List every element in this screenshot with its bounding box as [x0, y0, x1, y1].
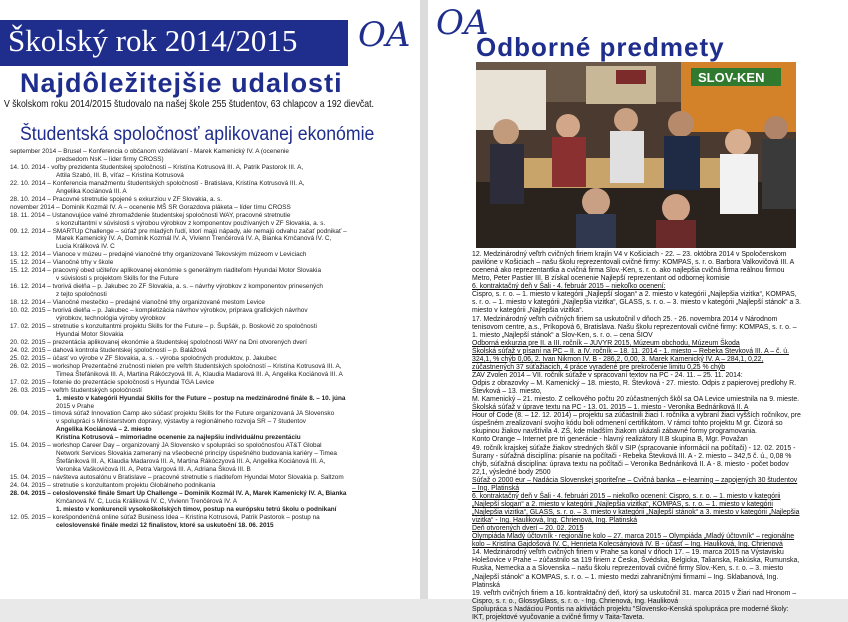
subject-paragraph: Olympiáda Mladý účtovník - regionálne kolo – 27. marca 2015 – Olympiáda „Mladý účtovník“ – regionálne kolo – Kristína Gajdošová IV. C, Henrieta Kolecsányiová IV. B - účasť – Ing. Hauliková, Ing. Chrienová: [472, 533, 795, 549]
event-line: 28. 10. 2014 – Pracovné stretnutie spojené s exkurziou v ZF Slovakia, a. s.: [10, 195, 223, 203]
event-line: Lucia Králiková IV. C: [56, 243, 115, 251]
event-line: 12. 05. 2015 – korešpondenčná online súťaž Business Idea – Kristína Kotrusová, Patrik Pastorok – postup na: [10, 513, 320, 521]
event-line: 15. 04. 2015 – workshop Career Day – organizovaný JA Slovensko v spolupráci so spoločnosťou AT&T Global: [10, 442, 322, 450]
section-heading: Študentská spoločnosť aplikovanej ekonómie: [20, 124, 375, 145]
subject-paragraph: 19. veľtrh cvičných firiem a 16. kontraktačný deň, ktorý sa uskutočnil 31. marca 2015 v Žiari nad Hronom – Cispro, s. r. o., GlossyGlass, s. r. o. - Ing. Chrienová, Ing. Hauliková: [472, 589, 797, 605]
event-line: 09. 04. 2015 – tímová súťaž Innovation Camp ako súčasť projektu Skills for the Future organizovaná JA Slovensko: [10, 410, 335, 418]
subject-paragraph: 17. Medzinárodný veľtrh cvičných firiem sa uskutočnil v dňoch 25. - 26. novembra 2014 v Národnom tenisovom centre, a.s., Príkopová 6, Bratislava. Našu školu reprezentovali cvičné firmy: KOMPAS, s. r. o. – 1. miesto „Najlepší stánok“ a Slov-Ken, s. r. o. – cena ŠIOV: [472, 315, 797, 339]
event-line: 25. 02. 2015 – účasť vo výrobe v ZF Slovakia, a. s. - výroba spoločných produktov, p. Jakubec: [10, 354, 277, 362]
subject-paragraph: 49. ročník krajskej súťaže žiakov stredných škôl v SIP (spracovanie informácií na počítači) - 12. 02. 2015 - Šurany - súťažná disciplína: písanie na počítači - Rebeka Števková III. A - 2. miesto – 342,5 č. ú., 0,08 % chýb, súťažná disciplína: úprava textu na počítači – Veronika Bednáriková II. A - 8. miesto - počet bodov 22,1, výsledné body 2500: [472, 444, 796, 476]
event-line: Angelika Kociánová – 2. miesto: [56, 426, 152, 434]
event-line: 28. 04. 2015 – celoslovenské finále Smart Up Challenge – Dominik Kozmál IV. A, Marek Kamenický IV. A, Bianka: [10, 489, 347, 497]
school-year-banner: [0, 20, 348, 66]
subject-paragraph: 6. kontraktačný deň v Šali - 4. február 2015 – niekoľko ocenení:: [472, 283, 666, 291]
right-page: [428, 0, 848, 621]
exhibition-photo: [476, 62, 796, 248]
subject-paragraph: 14. Medzinárodný veľtrh cvičných firiem v Prahe sa konal v dňoch 17. – 19. marca 2015 na Výstavisku Holešovice v Prahe – zúčastnilo sa 119 firiem z Česka, Švédska, Belgicka, Talianska, Rakúska, Rumunska, Ruska, Nemecka a a Slovenska – našu školu reprezentovali cvičné firmy Slov.-Ken, s. r. o. – 3. miesto „Najlepší stánok“ a KOMPAS, s. r. o. – 1. miesto medzi zahraničnými firmami – Ing. Sklabanová, Ing. Platinská: [472, 549, 800, 589]
subject-paragraph: Odpis z obrazovky – M. Kamenický – 18. miesto, R. Števková - 27. miesto. Odpis z papierovej predlohy R. Števková – 13. miesto,: [472, 380, 796, 396]
events-list: [10, 148, 410, 530]
event-line: 17. 02. 2015 – stretnutie s konzultantmi projektu Skills for the Future – p. Šupšák, p. Boskovič zo spoločnosti: [10, 322, 317, 330]
event-line: 14. 10. 2014 - voľby prezidenta študentskej spoločnosti – Kristína Kotrusová III. A, Patrik Pastorok III. A,: [10, 163, 304, 171]
event-line: 18. 12. 2014 – Vianočné mestečko – predajné vianočné trhy organizované mestom Levice: [10, 299, 265, 307]
event-line: Hyundai Motor Slovakia: [56, 330, 124, 338]
subject-paragraph: Konto Orange – Internet pre tri generácie - hlavný realizátory II.B skupina B, Mgr. Považan: [472, 436, 748, 444]
event-line: predsedom NsK – líder firmy CROSS): [56, 155, 164, 163]
subject-paragraph: 12. Medzinárodný veľtrh cvičných firiem krajín V4 v Košiciach - 22. – 23. októbra 2014 v Spoločenskom pavilóne v Košiciach – našu školu reprezentovali cvičné firmy: KOMPAS, s. r. o. Barbora Valkovičová III. A ocenená ako reprezentantka a cvičná firma Slov.-Ken, s. r. o. ako najlepšia cvičná firma reálnou firmou Metro, Peter Pastier III. B získal ocenenie Najlepší reprezentant od odbornej komisie: [472, 251, 794, 283]
subject-paragraph: Hour of Code (8. – 12. 12. 2014) – projektu sa zúčastnili žiaci I. ročníka a vybraní žiaci vyšších ročníkov, pre úspešném zrealizovaní svojho kódu boli odmenení certifikátom. V rámci tohto projektu M gr. Čizorá so skupinou žiakov navštívila 4. ZŠ, kde mladším žiakom ukázali zábavné formy programovania.: [472, 412, 801, 436]
event-line: 17. 02. 2015 – fotenie do prezentácie spoločnosti s Hyundai TGA Levice: [10, 378, 215, 386]
subject-paragraph: Školská súťaž v úprave textu na PC - 13. 01. 2015 – 1. miesto - Veronika Bednáriková II. A: [472, 404, 749, 412]
event-line: Angelika Kociánová III. A: [56, 187, 127, 195]
event-line: Marek Kamenický IV. A, Dominik Kozmál IV. A, Vivienn Trenčérová IV. A, Bianka Krnčanová IV. C,: [56, 235, 332, 243]
left-page: [0, 0, 420, 599]
event-line: Kristína Kotrusová – mimoriadne ocenenie za najlepšiu individuálnu prezentáciu: [56, 434, 301, 442]
page-gutter: [420, 0, 428, 599]
event-line: 22. 10. 2014 – Konferencia manažmentu študentských spoločností - Bratislava, Kristína Kotrusová III. A,: [10, 179, 305, 187]
event-line: 20. 02. 2015 – prezentácia aplikovanej ekonómie a študentskej spoločnosti WAY na Dni otvorených dverí: [10, 338, 307, 346]
intro-text: V školskom roku 2014/2015 študovalo na našej škole 255 študentov, 63 chlapcov a 192 dievčat.: [4, 98, 374, 110]
event-line: Štefániková III. A, Klaudia Madarová III. A, Martina Rákóczyová III. A, Angelika Kociánová III. A,: [56, 458, 326, 466]
event-line: Attila Szabó, III. B, víťaz – Kristína Kotrusová: [56, 171, 184, 179]
event-line: 18. 11. 2014 – Ustanovujúce valné zhromaždenie študentskej spoločnosti WAY, pracovné stretnutie: [10, 211, 291, 219]
event-line: v súvislosti s projektom Skills for the Future: [56, 275, 179, 283]
subject-paragraph: ZAV Zvolen 2014 – VII. ročník súťaže v spracovaní textov na PC - 24. 11. – 25. 11. 2014:: [472, 371, 743, 379]
event-line: 15. 04. 2015 – návšteva autosalónu v Bratislave – pracovné stretnutie s riaditeľom Hyundai Motor Slovakia p. Saltzom: [10, 474, 344, 482]
event-line: s konzultantmi v súvislosti s výrobou výrobkov z komponentov používaných v ZF Slovakia, a. s.: [56, 219, 326, 227]
event-line: november 2014 – Dominik Kozmál IV. A – ocenenie MŠ SR Gorazdova pláketa – líder tímu CROSS: [10, 203, 291, 211]
event-line: 13. 12. 2014 – Vianoce v múzeu – predajné vianočné trhy organizované Tekovským múzeom v Leviciach: [10, 251, 307, 259]
subject-paragraph: Spolupráca s Nadáciou Pontis na aktivitách projektu "Slovensko-Kenská spolupráca pre moderné školy: IKT, projektové vyučovanie a cvičné firmy v Taita-Taveta.: [472, 605, 789, 621]
event-line: Timea Štefániková III. A, Martina Rákóczyová III. A, Klaudia Madarová III. A, Angelika Kociánová III. A: [56, 370, 343, 378]
event-line: 15. 12. 2014 – pracovný obed učiteľov aplikovanej ekonómie s generálnym riaditeľom Hyundai Motor Slovakia: [10, 267, 322, 275]
event-line: v spolupráci s Ministerstvom dopravy, výstavby a regionálneho rozvoja SR – 7 študentov: [56, 418, 306, 426]
subject-paragraph: M. Kamenický – 21. miesto. Z celkového počtu 20 zúčastnených škôl sa OA Levice umiestnila na 9. mieste.: [472, 396, 800, 404]
subjects-text: [472, 251, 802, 621]
event-line: 24. 02. 2015 – dahová kontrola študentskej spoločnosti – p. Balážová: [10, 346, 207, 354]
school-logo-icon: OA: [436, 3, 489, 43]
subject-paragraph: Súťaž o 2000 eur – Nadácia Slovenskej sporiteľne – Cvičná banka – e-learning – zapojených 30 študentov – Ing. Platinská: [472, 476, 798, 492]
event-line: 2015 v Prahe: [56, 402, 95, 410]
event-line: 1. miesto v konkurencii vysokoškolských tímov, postup na európsku tetrú školu o podnikaní: [56, 505, 337, 513]
event-line: september 2014 – Brusel – Konferencia o občanom vzdelávaní - Marek Kamenický IV. A (ocenenie: [10, 148, 289, 155]
event-line: Veronika Vaškovičová III. A, Petra Vargová III. A, Adriana Šková III. B: [56, 466, 251, 474]
event-line: 10. 02. 2015 – tvorivá dielňa – p. Jakubec – kompletizácia návrhov výrobkov, príprava grafických návrhov: [10, 307, 308, 315]
event-line: 26. 02. 2015 – workshop Prezentačné zručnosti nielen pre veľtrh študentských spoločností – Kristína Kotrusová III. A,: [10, 362, 342, 370]
event-line: 24. 04. 2015 – stretnutie s konzultantom projektu Globálneho podnikania: [10, 482, 216, 490]
event-line: Network Services Slovakia zameraný na všeobecné princípy úspešného budovania kariéry – Timea: [56, 450, 337, 458]
event-line: celoslovenské finále medzi 12 finalistov, ktoré sa uskutoční 18. 06. 2015: [56, 521, 274, 529]
subject-paragraph: 6. kontraktačný deň v Šali - 4. februári 2015 – niekoľko ocenení: Cispro, s. r. o. – 1. miesto v kategórii „Najlepší slogan“ a 2. miesto v kategórii „Najlepšia vizitka“, KOMPAS, s. r. o. – 1. miesto v kategórii „Najlepšia vizitka“, GLASS, s. r. o. – 3. miesto v kategórii „Najlepší stánok“ a 3. miesto v kategórii „Najlepšia vizitka“ - Ing. Hauliková, Ing. Chrienová, Ing. Platinská: [472, 492, 800, 525]
school-logo-icon: OA: [358, 15, 411, 55]
school-year-title: Školský rok 2014/2015: [8, 23, 298, 58]
event-line: 26. 03. 2015 – veľtrh študentských spoločností: [10, 386, 142, 394]
event-line: 09. 12. 2014 – SMARTUp Challenge – súťaž pre mladých ľudí, ktorí majú nápady, ale nemajú odvahu začať podnikať –: [10, 227, 347, 235]
subject-paragraph: Školská súťaž v písaní na PC – II. a IV. ročník – 18. 11. 2014 - 1. miesto – Rebeka Števková III. A – č. ú. 324,1, % chýb 0,06, 2. Ivan Nikmon IV. B - 286,2, 0,00, 3. Marek Kamenický IV. A – 284,1, 0,22, zúčastnených 37 súťažiacich, 4 práce vyradené pre prekročenie limitu 0,25 % chýb: [472, 347, 790, 371]
subject-paragraph: Deň otvorených dverí – 20. 02. 2015: [472, 525, 584, 533]
svg-text:SLOV-KEN: SLOV-KEN: [698, 70, 765, 85]
event-line: 16. 12. 2014 – tvorivá dielňa – p. Jakubec zo ZF Slovakia, a. s. – návrhy výrobkov z komponentov prinesených: [10, 283, 323, 291]
subject-paragraph: Odborná exkurzia pre II. a III. ročník – JUVYR 2015, Múzeum obchodu, Múzeum Škoda: [472, 339, 740, 347]
events-subtitle: Najdôležitejšie udalosti: [20, 68, 343, 98]
event-line: 15. 12. 2014 – Vianočné trhy v škole: [10, 259, 114, 267]
right-page-title: Odborné predmety: [476, 32, 725, 62]
event-line: výrobkov, technológia výroby výrobkov: [56, 315, 166, 323]
exhibition-photo-graphic: [476, 62, 796, 248]
subject-paragraph: Cispro, s. r. o. – 1. miesto v kategórii „Najlepší slogan“ a 2. miesto v kategórii „Najlepšia vizitka“, KOMPAS, s. r. o. – 1. miesto v kategórii „Najlepšia vizitka“, GLASS, s. r. o. – 3. miesto v kategórii „Najlepší stánok“ a 3. miesto v kategórii „Najlepšia vizitka“.: [472, 291, 801, 315]
event-line: Krnčanová IV. C, Lucia Králiková IV. C, Vivienn Trenčérová IV. A: [56, 497, 238, 505]
event-line: z tejto spoločnosti: [56, 291, 107, 299]
event-line: 1. miesto v kategórii Hyundai Skills for the Future – postup na medzinárodné finále 8. – 10. júna: [56, 394, 346, 402]
